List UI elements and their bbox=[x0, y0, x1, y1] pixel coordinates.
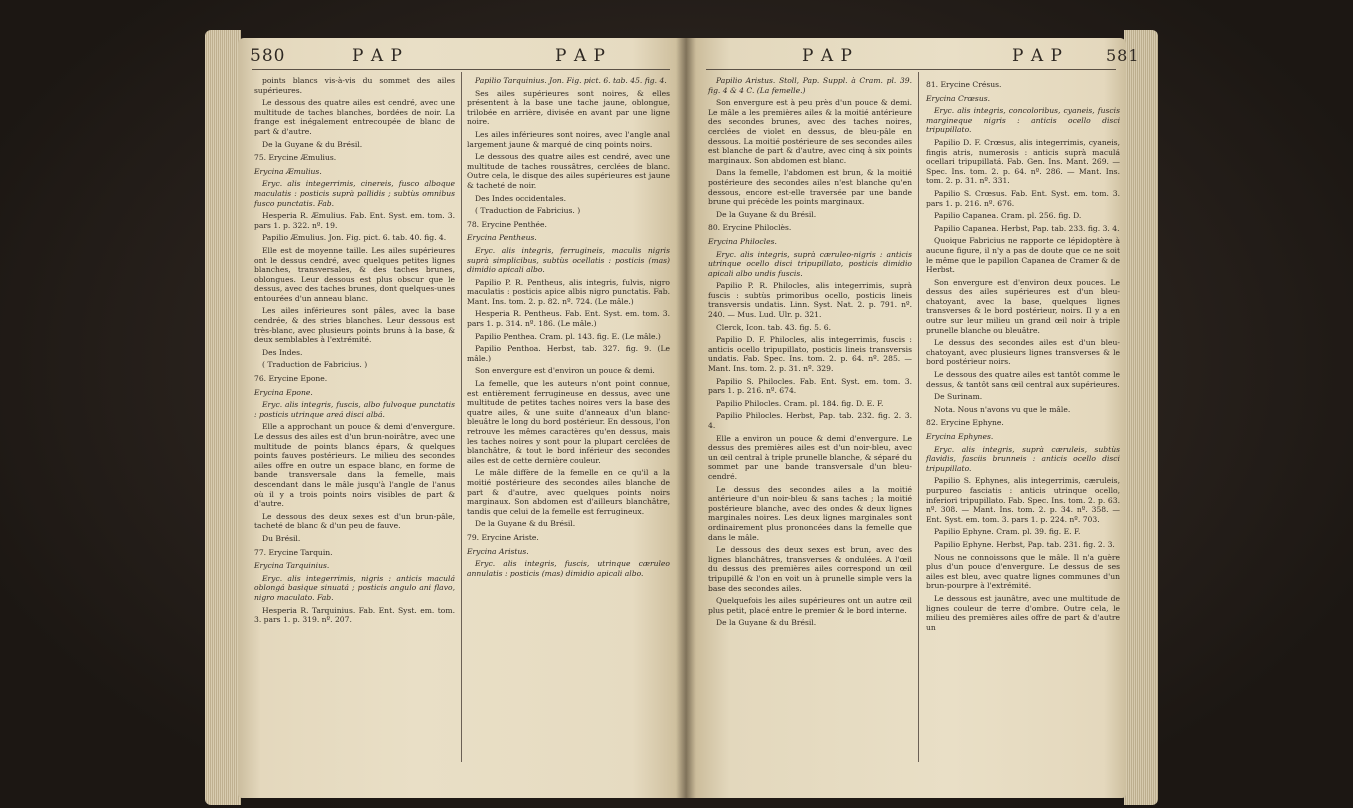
text-block: Papilio Capanea. Cram. pl. 256. fig. D. bbox=[934, 211, 1082, 221]
text-block: Le dessous est jaunâtre, avec une multitude de lignes couleur de terre d'ombre. Outre cela, le milieu des premières ailes offre de part & d'autre un bbox=[926, 593, 1120, 632]
text-block: Son envergure est d'environ deux pouces. Le dessus des ailes supérieures est d'un bleu-chatoyant, avec la base, quelques lignes transverses & le bord postérieur, noirs. Il y a en outre sur leur milieu un grand œil noir à triple prunelle blanche ou bleuâtre. bbox=[926, 277, 1120, 335]
text-block: Papilio P. R. Pentheus, alis integris, fulvis, nigro maculatis : posticis apice albis nigro punctatis. Fab. Mant. Ins. tom. 2. p. 82. nº. 724. (Le mâle.) bbox=[467, 277, 670, 306]
text-block: De la Guyane & du Brésil. bbox=[475, 519, 576, 529]
text-block: De la Guyane & du Brésil. bbox=[716, 209, 817, 219]
text-block: Eryc. alis integris, fuscis, albo fulvoque punctatis : posticis utrinque areá disci albá. bbox=[254, 400, 455, 419]
text-block: De la Guyane & du Brésil. bbox=[262, 139, 363, 149]
species-latin-name: Erycina Crœsus. bbox=[926, 93, 991, 103]
text-block: ( Traduction de Fabricius. ) bbox=[475, 206, 581, 216]
text-block: Papilio P. R. Philocles, alis integerrimis, suprà fuscis : subtùs primoribus ocello, posticis lineis transversis undatis. Linn. Syst. Nat. 2. p. 791. nº. 240. — Mus. Lud. Ulr. p. 321. bbox=[708, 281, 912, 320]
text-block: Nota. Nous n'avons vu que le mâle. bbox=[934, 404, 1071, 414]
text-block: Les ailes inférieures sont noires, avec l'angle anal largement jaune & marqué de cinq points noirs. bbox=[467, 129, 670, 149]
text-block: Le mâle diffère de la femelle en ce qu'il a la moitié postérieure des secondes ailes blanche de part & d'autre, avec quelques points noirs marginaux. Son abdomen est d'ailleurs blanchâtre, tandis que celui de la femelle est ferrugineux. bbox=[467, 468, 670, 516]
species-latin-name: Erycina Tarquinius. bbox=[254, 561, 330, 571]
text-block: Papilio Tarquinius. Jon. Fig. pict. 6. tab. 45. fig. 4. bbox=[475, 76, 667, 85]
text-block: Des Indes. bbox=[262, 347, 303, 357]
left-page-edges bbox=[205, 30, 241, 805]
text-block: Son envergure est d'environ un pouce & demi. bbox=[475, 366, 655, 376]
text-block: Eryc. alis integerrimis, cinereis, fusco alboque maculatis : posticis suprà pallidis ; subtùs omnibus fusco punctatis. Fab. bbox=[254, 179, 455, 208]
text-block: Eryc. alis integris, fuscis, utrinque cæruleo annulatis : posticis (mas) dimidio apicali albo. bbox=[467, 559, 670, 578]
species-latin-name: Erycina Aristus. bbox=[467, 546, 529, 556]
text-block: La femelle, que les auteurs n'ont point connue, est entièrement ferrugineuse en dessus, avec une multitude de petites taches noires vers la base des quatre ailes, & une suite d'anneaux d'un blanc-bleuâtre le long du bord postérieur. En dessous, l'on retrouve les mêmes caractères qu'en dessus, mais les taches noires y sont pour la plupart cerclées de blanchâtre, & tout le bord inférieur des secondes ailes est de cette dernière couleur. bbox=[467, 379, 670, 465]
text-block: Clerck, Icon. tab. 43. fig. 5. 6. bbox=[716, 322, 832, 332]
right-column-rule bbox=[918, 72, 919, 762]
text-block: Papilio Ephyne. Cram. pl. 39. fig. E. F. bbox=[934, 527, 1081, 537]
species-latin-name: Erycina Pentheus. bbox=[467, 233, 537, 243]
text-block: Papilio Penthea. Cram. pl. 143. fig. E. (Le mâle.) bbox=[475, 331, 661, 341]
species-latin-name: Erycina Epone. bbox=[254, 387, 313, 397]
text-block: Elle est de moyenne taille. Les ailes supérieures ont le dessus cendré, avec quelques petites lignes blanches, transversales, & des taches brunes, oblongues. Leur dessous est plus obscur que le dessus, avec des taches brunes, dont quelques-unes entourées d'un anneau blanc. bbox=[254, 245, 455, 303]
text-block: De Surinam. bbox=[934, 392, 983, 402]
species-heading: 79. Erycine Ariste. bbox=[467, 532, 539, 542]
text-block: Son envergure est à peu près d'un pouce & demi. Le mâle a les premières ailes & la moitié antérieure des secondes brunes, avec des taches noires, cerclées de violet en dessus, de bleu-pâle en dessous. La moitié postérieure de ses secondes ailes est blanche de part & d'autre, avec cinq à six points marginaux. Son abdomen est blanc. bbox=[708, 98, 912, 165]
text-block: Papilio D. F. Philocles, alis integerrimis, fuscis : anticis ocello tripupillato, posticis lineis transversis undatis. Fab. Spec. Ins. tom. 2. p. 64. nº. 285. — Mant. Ins. tom. 2. p. 31. nº. 329. bbox=[708, 335, 912, 374]
text-block: Du Brésil. bbox=[262, 533, 301, 543]
text-block: Le dessus des secondes ailes est d'un bleu-chatoyant, avec plusieurs lignes transverses & le bord postérieur noirs. bbox=[926, 338, 1120, 367]
right-page-number: 581 bbox=[1106, 46, 1140, 65]
text-block: ( Traduction de Fabricius. ) bbox=[262, 360, 368, 370]
text-block: Papilio D. F. Crœsus, alis integerrimis, cyaneis, fingis atris, numerosis : anticis suprà maculá ocellari tripupillatá. Fab. Gen. Ins. Mant. 269. — Spec. Ins. tom. 2. p. 64. nº. 286. — Mant. Ins. tom. 2. p. 31. nº. 331. bbox=[926, 137, 1120, 186]
text-block: Papilio Æmulius. Jon. Fig. pict. 6. tab. 40. fig. 4. bbox=[262, 233, 447, 243]
text-block: Papilio S. Crœsus. Fab. Ent. Syst. em. tom. 3. pars 1. p. 216. nº. 676. bbox=[926, 188, 1120, 208]
text-block: Papilio Aristus. Stoll, Pap. Suppl. à Cram. pl. 39. fig. 4 & 4 C. (La femelle.) bbox=[708, 76, 912, 95]
text-block: Elle a environ un pouce & demi d'envergure. Le dessus des premières ailes est d'un noir-bleu, avec un œil central à triple prunelle blanche, & séparé du sommet par une bande transversale d'un bleu-cendré. bbox=[708, 433, 912, 481]
text-block: Papilio S. Philocles. Fab. Ent. Syst. em. tom. 3. pars 1. p. 216. nº. 674. bbox=[708, 376, 912, 396]
book-gutter bbox=[676, 38, 696, 798]
right-column-1 bbox=[708, 76, 912, 631]
left-column-1 bbox=[254, 76, 455, 628]
text-block: Papilio Philocles. Cram. pl. 184. fig. D. E. F. bbox=[716, 398, 884, 408]
text-block: Le dessous des quatre ailes est cendré, avec une multitude de taches blanches, bordées de noir. La frange est inégalement entrecoupée de blanc de part & d'autre. bbox=[254, 98, 455, 136]
text-block: Papilio Penthoa. Herbst, tab. 327. fig. 9. (Le mâle.) bbox=[467, 344, 670, 363]
species-latin-name: Erycina Æmulius. bbox=[254, 166, 322, 176]
text-block: Le dessous des quatre ailes est tantôt comme le dessus, & tantôt sans œil central aux supérieures. bbox=[926, 370, 1120, 389]
text-block: Dans la femelle, l'abdomen est brun, & la moitié postérieure des secondes ailes n'est blanche qu'en dessous, encore est-elle traversée par une bande brune qui précède les points marginaux. bbox=[708, 168, 912, 207]
text-block: Hesperia R. Tarquinius. Fab. Ent. Syst. em. tom. 3. pars 1. p. 319. nº. 207. bbox=[254, 605, 455, 625]
species-heading: 80. Erycine Philoclès. bbox=[708, 223, 792, 233]
species-heading: 75. Erycine Æmulius. bbox=[254, 153, 337, 163]
text-block: Eryc. alis integris, concoloribus, cyaneis, fuscis margineque nigris : anticis ocello disci tripupillato. bbox=[926, 106, 1120, 135]
text-block: Elle a approchant un pouce & demi d'envergure. Le dessus des ailes est d'un brun-noirâtre, avec une multitude de points blancs épars, & quelques points fauves postérieurs. Le milieu des secondes ailes offre en outre un espace blanc, en forme de bande transversale dans la femelle, mais descendant dans le mâle jusqu'à l'angle de l'anus où il y a trois points noirs visibles de part & d'autre. bbox=[254, 422, 455, 509]
text-block: Papilio Philocles. Herbst, Pap. tab. 232. fig. 2. 3. 4. bbox=[708, 411, 912, 430]
left-running-head-1: P A P bbox=[352, 46, 403, 66]
text-block: Nous ne connoissons que le mâle. Il n'a guère plus d'un pouce d'envergure. Le dessus de ses ailes est bleu, avec quatre lignes communes d'un brun-pourpre à l'extrémité. bbox=[926, 552, 1120, 591]
species-heading: 76. Erycine Epone. bbox=[254, 374, 328, 384]
text-block: Des Indes occidentales. bbox=[475, 193, 567, 203]
text-block: Eryc. alis integerrimis, nigris : anticis maculá oblongá basique sinuatá ; posticis angulo ani flavo, nigro maculato. Fab. bbox=[254, 573, 455, 602]
text-block: Eryc. alis integris, suprà cæruleo-nigris : anticis utrinque ocello disci tripupillato, posticis dimidio apicali albo undis fuscis. bbox=[708, 249, 912, 278]
text-block: points blancs vis-à-vis du sommet des ailes supérieures. bbox=[254, 76, 455, 95]
text-block: Hesperia R. Pentheus. Fab. Ent. Syst. em. tom. 3. pars 1. p. 314. nº. 186. (Le mâle.) bbox=[467, 309, 670, 329]
text-block: Quoique Fabricius ne rapporte ce lépidoptère à aucune figure, il n'y a pas de doute que ce ne soit le même que le papillon Capanea de Cramer & de Herbst. bbox=[926, 236, 1120, 275]
species-latin-name: Erycina Ephynes. bbox=[926, 432, 994, 441]
text-block: Quelquefois les ailes supérieures ont un autre œil plus petit, placé entre le premier & le bord interne. bbox=[708, 596, 912, 615]
right-header-rule bbox=[706, 69, 1116, 70]
right-running-head-1: P A P bbox=[802, 46, 853, 66]
text-block: Les ailes inférieures sont pâles, avec la base cendrée, & des stries blanches. Leur dessous est très-blanc, avec plusieurs points bruns à la base, & deux semblables à l'extrémité. bbox=[254, 306, 455, 345]
text-block: Papilio S. Ephynes, alis integerrimis, cæruleis, purpureo fasciatis : anticis utrinque ocello, inferiori tripupillato. Fab. Spec. Ins. tom. 2. p. 63. nº. 308. — Mant. Ins. tom. 2. p. 34. nº. 358. — Ent. Syst. em. tom. 3. pars 1. p. 224. nº. 703. bbox=[926, 476, 1120, 524]
right-page-edges bbox=[1124, 30, 1158, 805]
right-running-head-2: P A P bbox=[1012, 46, 1063, 66]
text-block: Eryc. alis integris, ferrugineis, maculis nigris suprà simplicibus, subtùs ocellatis : posticis (mas) dimidio apicali albo. bbox=[467, 245, 670, 275]
text-block: Eryc. alis integris, suprà cæruleis, subtùs flavidis, fasciis brunneis : anticis ocello disci tripupillato. bbox=[926, 444, 1120, 473]
left-running-head-2: P A P bbox=[555, 46, 606, 66]
left-column-rule bbox=[461, 72, 462, 762]
left-header-rule bbox=[252, 69, 670, 70]
text-block: Le dessous des deux sexes est d'un brun-pâle, tacheté de blanc & d'un peu de fauve. bbox=[254, 511, 455, 531]
text-block: Le dessous des deux sexes est brun, avec des lignes blanchâtres, transverses & ondulées. A l'œil du dessus des premières ailes correspond un œil tripupillé & l'on en voit un à prunelle simple vers la base des secondes ailes. bbox=[708, 545, 912, 593]
species-heading: 77. Erycine Tarquin. bbox=[254, 547, 333, 557]
text-block: Hesperia R. Æmulius. Fab. Ent. Syst. em. tom. 3. pars 1. p. 322. nº. 19. bbox=[254, 211, 455, 230]
text-block: Le dessus des secondes ailes a la moitié antérieure d'un noir-bleu & sans taches ; la moitié postérieure blanche, avec des ondes & deux lignes marginales noires. Les deux lignes marginales sont ordinairement plus prononcées dans la femelle que dans le mâle. bbox=[708, 484, 912, 542]
text-block: Papilio Capanea. Herbst, Pap. tab. 233. fig. 3. 4. bbox=[934, 223, 1120, 233]
species-heading: 81. Erycine Crésus. bbox=[926, 80, 1002, 89]
text-block: De la Guyane & du Brésil. bbox=[716, 618, 817, 628]
left-page-number: 580 bbox=[250, 46, 286, 66]
left-column-2 bbox=[467, 76, 670, 581]
species-heading: 78. Erycine Penthée. bbox=[467, 219, 547, 229]
species-latin-name: Erycina Philocles. bbox=[708, 236, 777, 246]
right-column-2 bbox=[926, 76, 1120, 635]
text-block: Ses ailes supérieures sont noires, & elles présentent à la base une tache jaune, oblongue, trilobée en arrière, divisée en avant par une ligne noire. bbox=[467, 88, 670, 127]
species-heading: 82. Erycine Ephyne. bbox=[926, 418, 1004, 428]
text-block: Le dessous des quatre ailes est cendré, avec une multitude de taches roussâtres, cerclées de blanc. Outre cela, le disque des ailes supérieures est jaune & tacheté de noir. bbox=[467, 152, 670, 190]
text-block: Papilio Ephyne. Herbst, Pap. tab. 231. fig. 2. 3. bbox=[934, 539, 1115, 549]
